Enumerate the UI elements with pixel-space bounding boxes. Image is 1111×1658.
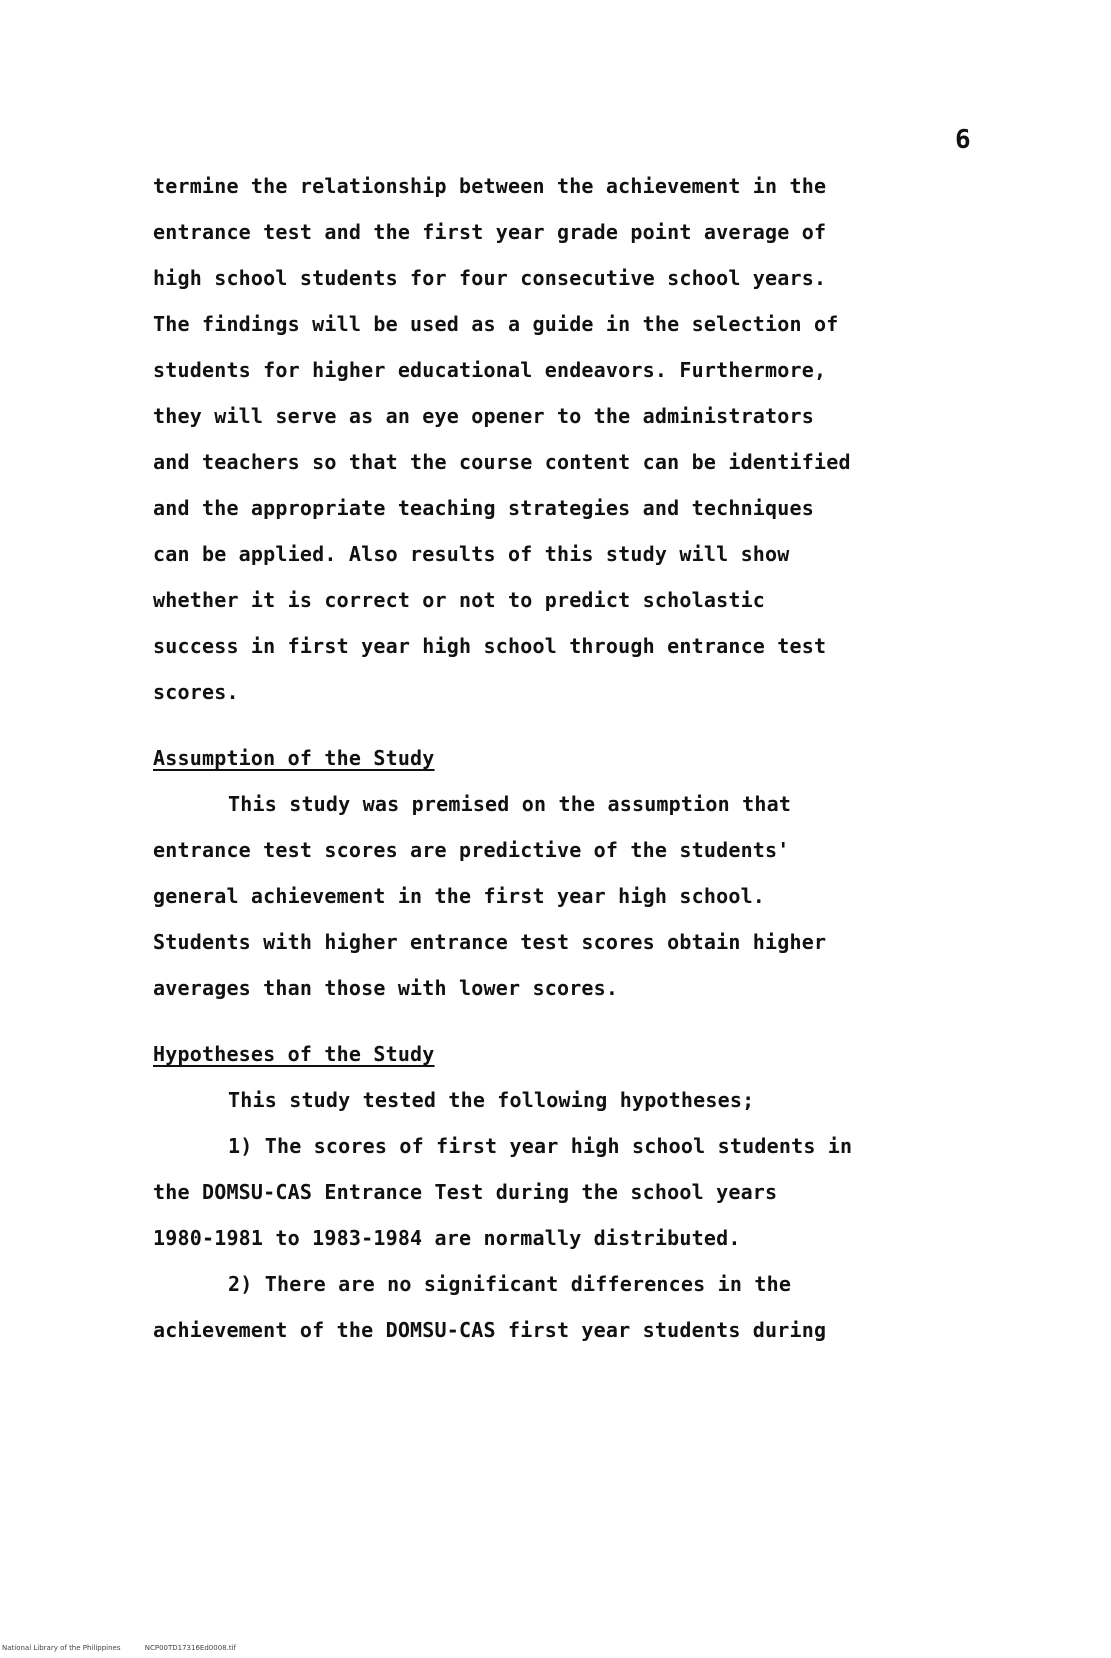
body-text-line: The findings will be used as a guide in the selection of: [153, 312, 839, 336]
body-text-line: termine the relationship between the achievement in the: [153, 174, 827, 198]
scan-footer: [2, 1644, 236, 1653]
hypotheses-intro-line: This study tested the following hypotheses;: [228, 1088, 755, 1112]
assumption-text-line: This study was premised on the assumption that: [228, 792, 792, 816]
hypothesis-1-line: 1980-1981 to 1983-1984 are normally distributed.: [153, 1226, 741, 1250]
assumption-text-line: Students with higher entrance test scores obtain higher: [153, 930, 827, 954]
assumption-text-line: averages than those with lower scores.: [153, 976, 619, 1000]
hypothesis-2-line: 2) There are no significant differences in the: [228, 1272, 792, 1296]
hypothesis-1-line: 1) The scores of first year high school students in: [228, 1134, 853, 1158]
body-text-line: students for higher educational endeavors. Furthermore,: [153, 358, 827, 382]
hypothesis-2-line: achievement of the DOMSU-CAS first year students during: [153, 1318, 827, 1342]
body-text-line: can be applied. Also results of this study will show: [153, 542, 790, 566]
assumption-heading: Assumption of the Study: [153, 746, 435, 770]
page-number: 6: [955, 125, 971, 155]
body-text-line: whether it is correct or not to predict scholastic: [153, 588, 766, 612]
body-text-line: and teachers so that the course content can be identified: [153, 450, 851, 474]
body-text-line: they will serve as an eye opener to the administrators: [153, 404, 815, 428]
body-text-line: scores.: [153, 680, 239, 704]
body-text-line: success in first year high school through entrance test: [153, 634, 827, 658]
body-text-line: high school students for four consecutive school years.: [153, 266, 827, 290]
footer-library-name: National Library of the Philippines: [2, 1644, 121, 1652]
hypotheses-heading: Hypotheses of the Study: [153, 1042, 435, 1066]
body-text-line: and the appropriate teaching strategies and techniques: [153, 496, 815, 520]
hypothesis-1-line: the DOMSU-CAS Entrance Test during the school years: [153, 1180, 778, 1204]
assumption-text-line: entrance test scores are predictive of the students': [153, 838, 790, 862]
body-text-line: entrance test and the first year grade point average of: [153, 220, 827, 244]
footer-file-id: NCP00TD17316Ed0008.tif: [144, 1644, 236, 1652]
assumption-text-line: general achievement in the first year high school.: [153, 884, 766, 908]
